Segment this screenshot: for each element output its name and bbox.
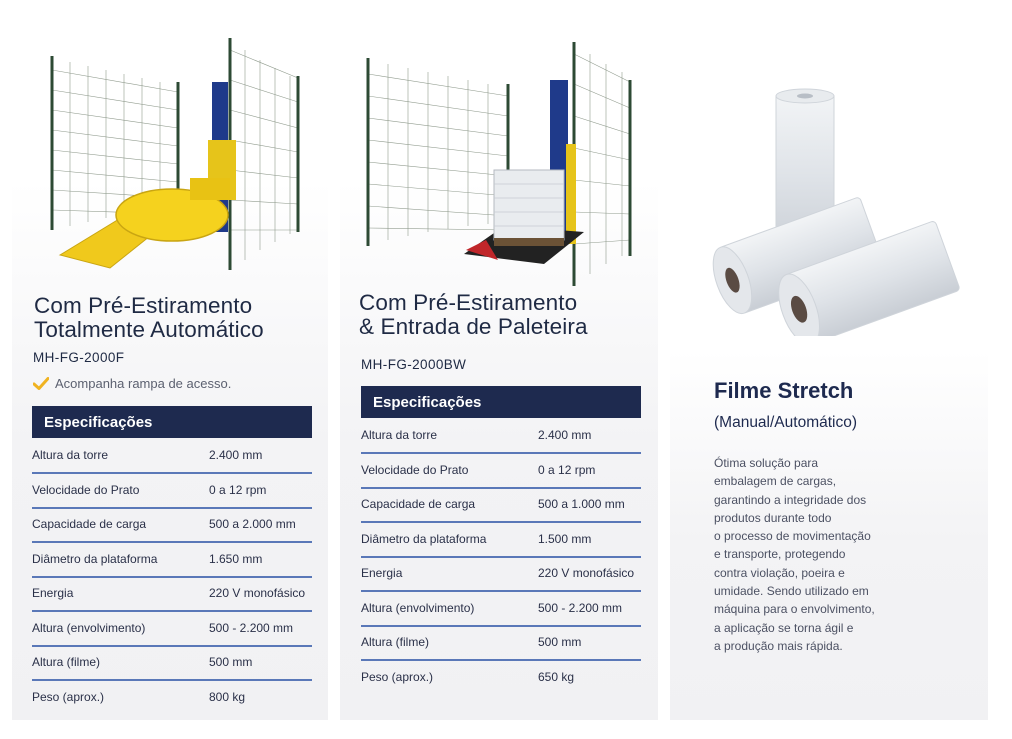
check-icon bbox=[33, 377, 49, 390]
spec-value: 500 - 2.200 mm bbox=[209, 620, 294, 635]
spec-row bbox=[32, 647, 312, 681]
spec-label: Altura (envolvimento) bbox=[32, 620, 146, 635]
product-title bbox=[34, 294, 264, 342]
spec-value: 1.500 mm bbox=[538, 531, 592, 546]
spec-value: 500 mm bbox=[209, 655, 253, 669]
spec-label: Capacidade de carga bbox=[361, 497, 476, 511]
spec-row bbox=[32, 509, 312, 543]
spec-row bbox=[32, 544, 312, 578]
description-line: produtos durante todo bbox=[714, 510, 832, 525]
spec-value: 500 a 1.000 mm bbox=[538, 497, 625, 511]
spec-row bbox=[361, 420, 641, 454]
spec-row bbox=[32, 682, 312, 716]
spec-row bbox=[361, 558, 641, 592]
film-subtitle: (Manual/Automático) bbox=[714, 414, 858, 431]
product-card-automatic bbox=[12, 20, 328, 720]
spec-row bbox=[361, 489, 641, 523]
description-line: e transporte, protegendo bbox=[714, 547, 846, 562]
spec-label: Diâmetro da plataforma bbox=[32, 551, 158, 566]
spec-value: 220 V monofásico bbox=[209, 586, 306, 600]
product-card-stretch-film bbox=[670, 20, 988, 720]
film-title: Filme Stretch bbox=[714, 378, 854, 403]
description-line: Ótima solução para bbox=[714, 456, 819, 470]
spec-row bbox=[32, 475, 312, 509]
spec-label: Energia bbox=[361, 566, 403, 580]
product-title bbox=[359, 291, 588, 339]
spec-value: 0 a 12 rpm bbox=[538, 462, 596, 477]
title-line-1: Com Pré-Estiramento bbox=[34, 293, 253, 318]
spec-row bbox=[361, 524, 641, 558]
spec-label: Velocidade do Prato bbox=[32, 482, 140, 497]
spec-label: Diâmetro da plataforma bbox=[361, 531, 487, 546]
spec-label: Altura da torre bbox=[32, 448, 109, 462]
film-description bbox=[714, 454, 914, 655]
spec-value: 500 - 2.200 mm bbox=[538, 600, 623, 615]
spec-label: Peso (aprox.) bbox=[32, 689, 105, 704]
spec-value: 2.400 mm bbox=[538, 428, 592, 442]
model-code: MH-FG-2000BW bbox=[361, 357, 467, 372]
spec-label: Peso (aprox.) bbox=[361, 669, 434, 684]
spec-row bbox=[361, 627, 641, 661]
spec-value: 500 a 2.000 mm bbox=[209, 517, 296, 531]
spec-value: 500 mm bbox=[538, 635, 582, 649]
spec-label: Altura (filme) bbox=[32, 655, 101, 669]
description-line: a produção mais rápida. bbox=[714, 638, 843, 653]
spec-value: 1.650 mm bbox=[209, 551, 263, 566]
spec-row bbox=[361, 662, 641, 696]
spec-row bbox=[32, 613, 312, 647]
spec-value: 220 V monofásico bbox=[538, 566, 635, 580]
spec-value: 650 kg bbox=[538, 669, 575, 684]
spec-row bbox=[32, 578, 312, 612]
spec-row bbox=[361, 455, 641, 489]
specs-table bbox=[361, 420, 641, 702]
spec-value: 800 kg bbox=[209, 689, 246, 704]
specs-header: Especificações bbox=[361, 386, 641, 418]
description-line: umidade. Sendo utilizado em bbox=[714, 584, 869, 599]
wrapping-machine-image bbox=[354, 24, 644, 286]
spec-row bbox=[32, 440, 312, 474]
model-code: MH-FG-2000F bbox=[33, 350, 125, 365]
title-line-2: Totalmente Automático bbox=[34, 317, 264, 342]
spec-row bbox=[361, 593, 641, 627]
title-line-2: & Entrada de Paleteira bbox=[359, 314, 588, 339]
spec-value: 0 a 12 rpm bbox=[209, 482, 267, 497]
description-line: máquina para o envolvimento, bbox=[714, 602, 875, 617]
product-card-pallet-entry bbox=[340, 20, 658, 720]
description-line: contra violação, poeira e bbox=[714, 565, 845, 580]
spec-value: 2.400 mm bbox=[209, 448, 263, 462]
spec-label: Altura da torre bbox=[361, 428, 438, 442]
description-line: garantindo a integridade dos bbox=[714, 492, 867, 507]
spec-label: Altura (envolvimento) bbox=[361, 600, 475, 615]
specs-header: Especificações bbox=[32, 406, 312, 438]
spec-label: Altura (filme) bbox=[361, 635, 430, 649]
spec-label: Capacidade de carga bbox=[32, 517, 147, 531]
spec-label: Velocidade do Prato bbox=[361, 462, 469, 477]
spec-label: Energia bbox=[32, 586, 74, 600]
description-line: a aplicação se torna ágil e bbox=[714, 620, 854, 635]
note-text: Acompanha rampa de acesso. bbox=[55, 376, 232, 391]
title-line-1: Com Pré-Estiramento bbox=[359, 290, 578, 315]
stretch-film-rolls-image bbox=[700, 86, 970, 336]
wrapping-machine-image bbox=[40, 20, 310, 270]
specs-table bbox=[32, 440, 312, 720]
access-ramp-note bbox=[33, 376, 231, 391]
description-line: o processo de movimentação bbox=[714, 529, 871, 544]
description-line: embalagem de cargas, bbox=[714, 474, 837, 489]
